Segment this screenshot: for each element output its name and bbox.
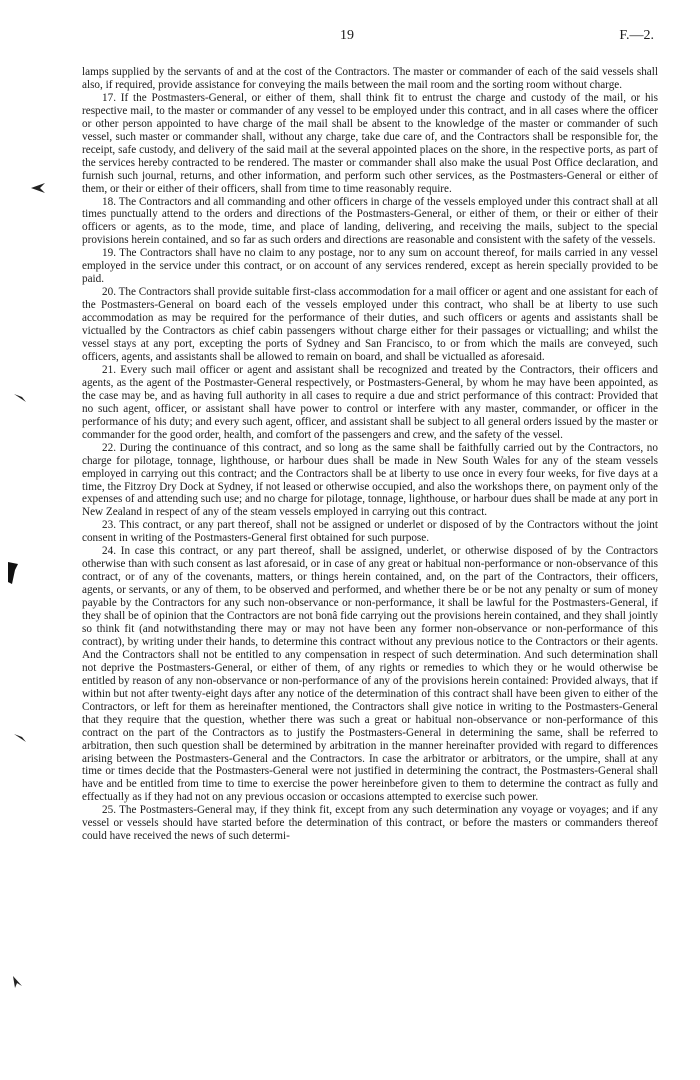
margin-mark-icon (30, 181, 46, 195)
clause-25: 25. The Postmasters-General may, if they think fit, except from any such determination any voyage or voyages; and if any vessel or vessels should have started before the determination of this contract, or before the masters or commanders thereof could have received the news of such determi- (82, 804, 658, 843)
margin-mark-icon (6, 562, 18, 584)
clause-22: 22. During the continuance of this contract, and so long as the same shall be faithfully carried out by the Contractors, no charge for pilotage, tonnage, lighthouse, or harbour dues shall be made in New South Wales for any of the steam vessels employed in carrying out this contract; and the Contractors shall be at liberty to use once in every four weeks, for five days at a time, the Fitzroy Dry Dock at Sydney, if not leased or otherwise occupied, and also the workshops there, on payment only of the expenses of and attending such use; and no charge for pilotage, tonnage, lighthouse, or harbour dues shall be made at any port in New Zealand in respect of any of the steam vessels employed in carrying out this contract. (82, 441, 658, 519)
page-number: 19 (340, 28, 354, 43)
clause-19: 19. The Contractors shall have no claim to any postage, nor to any sum on account thereof, for mails carried in any vessel employed in the service under this contract, or on account of any services rendered, except as herein specially provided to be paid. (82, 247, 658, 286)
margin-mark-icon (14, 393, 26, 403)
document-body (82, 66, 658, 843)
clause-17: 17. If the Postmasters-General, or either of them, shall think fit to entrust the charge and custody of the mail, or his respective mail, to the master or commander of any vessel to be employed under this contract, and in all cases where the officer or other person appointed to have charge of the mail shall be absent to the knowledge of the master or commander of such vessel, such master or commander shall, without any charge, take due care of, and the Contractors shall be responsible for, the receipt, safe custody, and delivery of the said mail at the several appointed places on the shore, in the respective ports, as part of the services hereby contracted to be rendered. The master or commander shall also make the usual Post Office declaration, and furnish such journal, returns, and other information, and perform such other services, as the Postmasters-General or either of them, or their or either of their officers, shall from time to time reasonably require. (82, 91, 658, 195)
margin-mark-icon (12, 976, 22, 988)
clause-21: 21. Every such mail officer or agent and assistant shall be recognized and treated by the Contractors, their officers and agents, as the agent of the Postmaster-General respectively, or Postmasters-General, by whom he may have been appointed, as the case may be, and as having full authority in all cases to require a due and strict performance of this contract: Provided that no such agent, officer, or assistant shall have power to control or interfere with any master, commander, or officer in the performance of his duty; and every such agent, officer, and assistant shall be subject to all general orders issued by the master or commander for the good order, health, and comfort of the passengers and crew, and the safety of the vessel. (82, 363, 658, 441)
clause-24: 24. In case this contract, or any part thereof, shall be assigned, underlet, or otherwise disposed of by the Contractors otherwise than with such consent as last aforesaid, or in case of any great or habitual non-performance or non-observance of this contract, or of any of the covenants, matters, or things herein contained, and, on the part of the Contractors, their officers, agents, or servants, or any of them, to be observed and performed, and whether there be or be not any penalty or sum of money payable by the Contractors for any such non-observance or non-performance, it shall be lawful for the Postmasters-General, if they shall be of opinion that the Contractors are not bonâ fide carrying out the provisions herein contained, and they shall jointly so think fit (and notwithstanding there may or may not have been any former non-observance or non-performance of this contract), by writing under their hands, to determine this contract without any previous notice to the Contractors or their agents. And the Contractors shall not be entitled to any compensation in respect of such determination. And such determination shall not deprive the Postmasters-General, or either of them, of any rights or remedies to which they or he would otherwise be entitled by reason of any non-observance or non-performance of any of the provisions herein contained: Provided always, that if within but not after twenty-eight days after any notice of the determination of this contract shall have been given to either of the Contractors, or left for them as hereinafter mentioned, the Contractors shall give notice in writing to the Postmasters-General that they require that the question, whether there was such a great or habitual non-observance or non-performance of this contract on the part of the Contractors as to justify the Postmasters-General in determining the same, shall be referred to arbitration, then such question shall be determined by arbitration in the manner hereinafter provided with regard to differences arising between the Postmasters-General and the Contractors. In case the arbitrator or arbitrators, or the umpire, shall at any time or times decide that the Postmasters-General were not justified in determining the contract, the Postmasters-General shall have and be entitled from time to time to exercise the power hereinbefore given to them to determine the contract as fully and effectually as if they had not on any previous occasion or occasions attempted to exercise such power. (82, 545, 658, 804)
margin-mark-icon (14, 733, 26, 743)
paragraph-continued: lamps supplied by the servants of and at the cost of the Contractors. The master or commander of each of the said vessels shall also, if required, provide assistance for conveying the mails between the mail room and the sorting room without charge. (82, 66, 658, 91)
page-header (0, 28, 700, 48)
clause-20: 20. The Contractors shall provide suitable first-class accommodation for a mail officer or agent and one assistant for each of the Postmasters-General on board each of the vessels employed under this contract, who shall be at liberty to use such accommodation as may be required for the performance of their duties, and such officers or agents and assistants shall be victualled by the Contractors as chief cabin passengers without charge either for their passages or victualling; and whilst the vessel stays at any port, excepting the ports of Sydney and San Francisco, to or from which the mails are conveyed, such officers, agents, and assistants shall be allowed to remain on board, and shall be victualled as aforesaid. (82, 286, 658, 363)
clause-23: 23. This contract, or any part thereof, shall not be assigned or underlet or disposed of by the Contractors without the joint consent in writing of the Postmasters-General first obtained for such purpose. (82, 519, 658, 545)
document-reference: F.—2. (619, 28, 654, 43)
clause-18: 18. The Contractors and all commanding and other officers in charge of the vessels employed under this contract shall at all times punctually attend to the orders and directions of the Postmasters-General, or either of them, or their or either of their officers or agents, as to the mode, time, and place of landing, delivering, and receiving the mails, subject to the special provisions herein contained, and so far as such orders and directions are reasonable and consistent with the safety of the vessels. (82, 195, 658, 247)
